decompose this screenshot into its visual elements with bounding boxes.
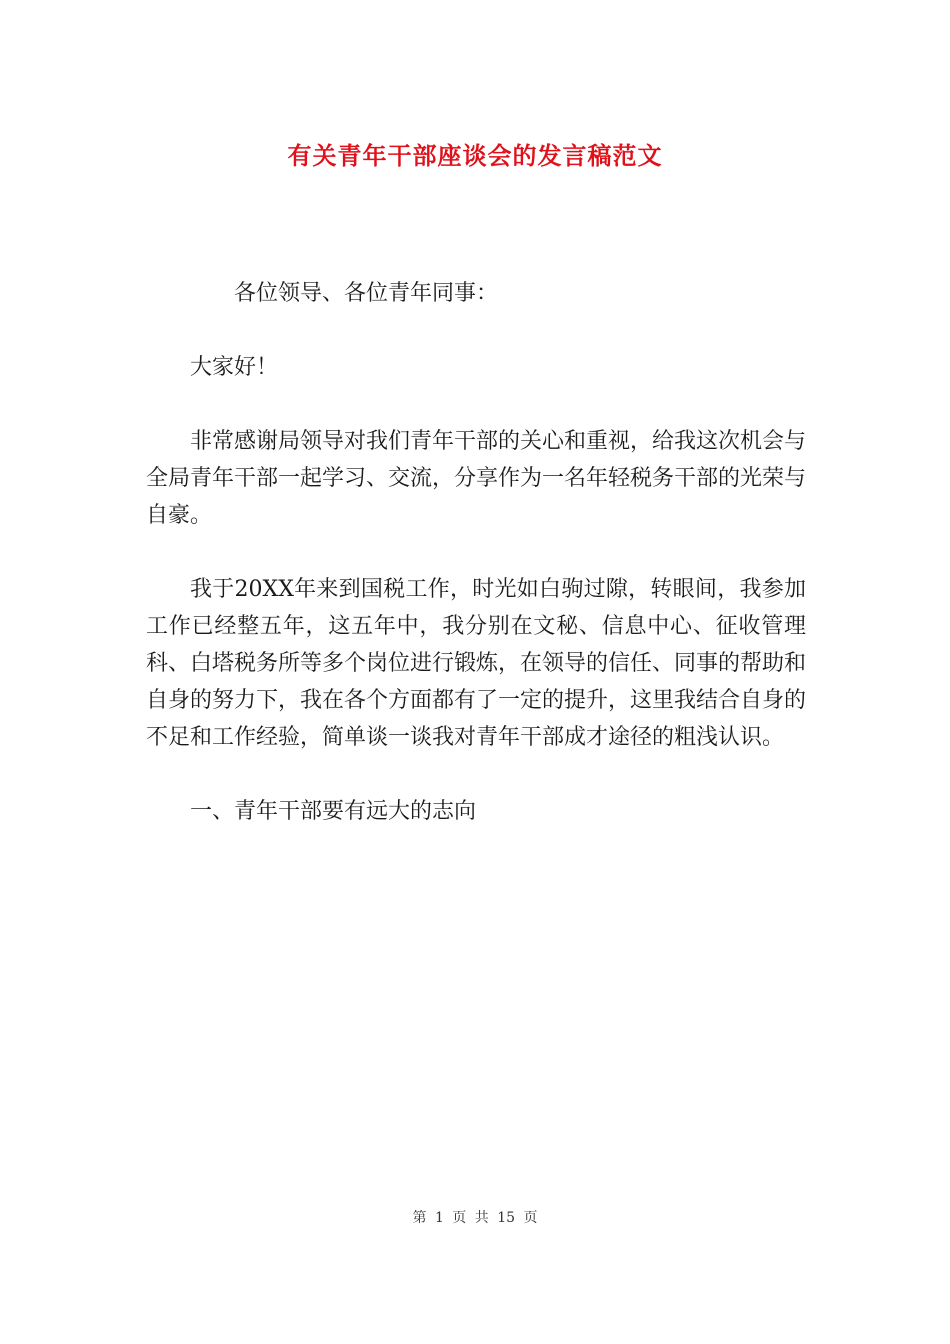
section-heading-1: 一、青年干部要有远大的志向 [190, 799, 477, 824]
experience-paragraph: 我于20XX年来到国税工作，时光如白驹过隙，转眼间，我参加工作已经整五年，这五年中，我分别在文秘、信息中心、征收管理科、白塔税务所等多个岗位进行锻炼，在领导的信任、同事的帮助和自身的努力下，我在各个方面都有了一定的提升，这里我结合自身的不足和工作经验，简单谈一谈我对青年干部成才途径的粗浅认识。 [146, 577, 807, 750]
document-title: 有关青年干部座谈会的发言稿范文 [287, 141, 663, 170]
thanks-paragraph: 非常感谢局领导对我们青年干部的关心和重视，给我这次机会与全局青年干部一起学习、交流，分享作为一名年轻税务干部的光荣与自豪。 [146, 429, 807, 528]
document-body [146, 275, 806, 867]
greeting-paragraph: 大家好！ [190, 355, 279, 380]
salutation-paragraph: 各位领导、各位青年同事： [234, 281, 499, 306]
page-number-footer: 第 1 页 共 15 页 [412, 1210, 538, 1226]
